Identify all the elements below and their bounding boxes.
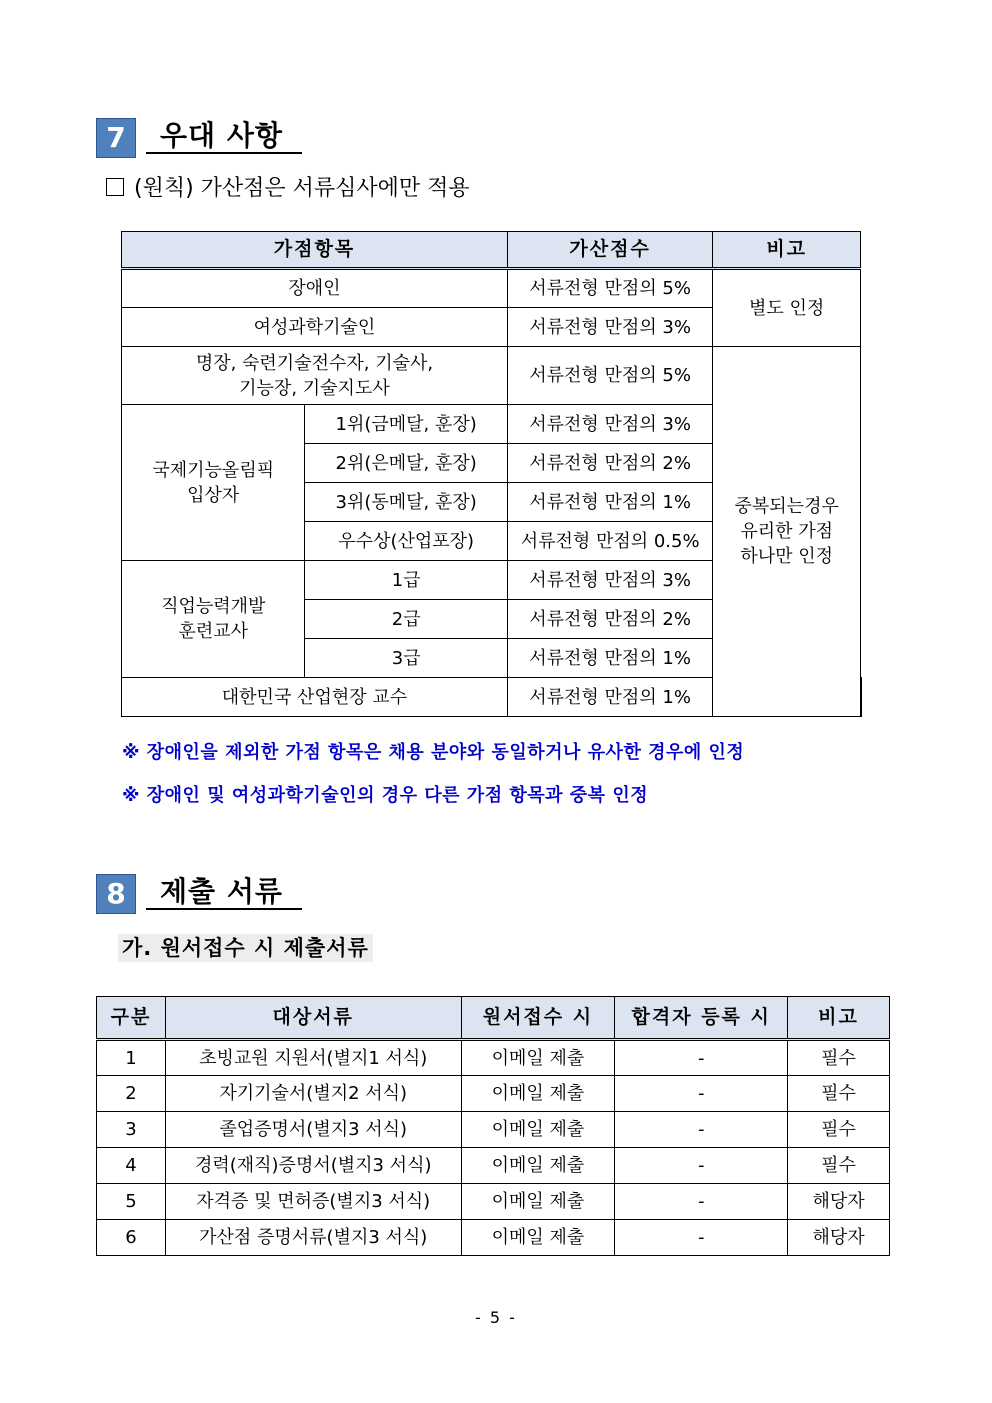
apply-cell: 이메일 제출: [461, 1220, 615, 1256]
group-line: 직업능력개발: [161, 596, 266, 617]
table-row: [97, 1220, 890, 1256]
group-cell: [122, 405, 305, 561]
item-cell: 장애인: [122, 269, 508, 308]
group-line: 훈련교사: [178, 621, 249, 642]
table-row: [97, 1112, 890, 1148]
note-cell: 필수: [788, 1076, 890, 1112]
group-line: 입상자: [187, 484, 240, 506]
score-cell: 서류전형 만점의 1%: [507, 639, 712, 678]
item-cell: 여성과학기술인: [122, 308, 508, 347]
item-cell: 대한민국 산업현장 교수: [122, 678, 508, 717]
register-cell: -: [615, 1040, 788, 1076]
score-cell: 서류전형 만점의 5%: [507, 269, 712, 308]
no-cell: 6: [97, 1220, 166, 1256]
score-cell: 서류전형 만점의 5%: [507, 347, 712, 405]
note-cell: 필수: [788, 1040, 890, 1076]
apply-cell: 이메일 제출: [461, 1184, 615, 1220]
score-cell: 서류전형 만점의 1%: [507, 678, 712, 717]
note-cell: 필수: [788, 1112, 890, 1148]
header-no: 구분: [97, 997, 166, 1040]
register-cell: -: [615, 1184, 788, 1220]
sub-item-cell: 2급: [305, 600, 507, 639]
item-cell: [122, 347, 508, 405]
apply-cell: 이메일 제출: [461, 1040, 615, 1076]
preference-table: [121, 231, 862, 717]
score-cell: 서류전형 만점의 3%: [507, 561, 712, 600]
principle-line: [106, 174, 470, 204]
header-note: 비고: [713, 232, 861, 269]
no-cell: 2: [97, 1076, 166, 1112]
sub-item-cell: 3급: [305, 639, 507, 678]
register-cell: -: [615, 1112, 788, 1148]
no-cell: 1: [97, 1040, 166, 1076]
section-number: 8: [96, 874, 136, 914]
note-line: 하나만 인정: [740, 546, 834, 567]
header-register: 합격자 등록 시: [615, 997, 788, 1040]
doc-cell: 가산점 증명서류(별지3 서식): [165, 1220, 461, 1256]
sub-item-cell: 1급: [305, 561, 507, 600]
doc-cell: 자격증 및 면허증(별지3 서식): [165, 1184, 461, 1220]
register-cell: -: [615, 1220, 788, 1256]
score-cell: 서류전형 만점의 2%: [507, 600, 712, 639]
note-cell: 별도 인정: [713, 269, 861, 347]
table-row: [97, 1040, 890, 1076]
note-line: 중복되는경우: [734, 496, 839, 517]
note-cell: [861, 678, 862, 717]
section-title: 제출 서류: [146, 874, 302, 910]
section-title: 우대 사항: [146, 118, 302, 154]
note-line-2: ※ 장애인 및 여성과학기술인의 경우 다른 가점 항목과 중복 인정: [122, 785, 649, 806]
header-apply: 원서접수 시: [461, 997, 615, 1040]
table-row: [97, 1076, 890, 1112]
item-line: 기능장, 기술지도사: [239, 377, 390, 399]
apply-cell: 이메일 제출: [461, 1148, 615, 1184]
score-cell: 서류전형 만점의 0.5%: [507, 522, 712, 561]
header-score: 가산점수: [507, 232, 712, 269]
sub-item-cell: 3위(동메달, 훈장): [305, 483, 507, 522]
note-cell: [713, 347, 861, 717]
sub-item-cell: 우수상(산업포장): [305, 522, 507, 561]
principle-text: (원칙) 가산점은 서류심사에만 적용: [134, 176, 470, 201]
no-cell: 5: [97, 1184, 166, 1220]
register-cell: -: [615, 1076, 788, 1112]
score-cell: 서류전형 만점의 3%: [507, 405, 712, 444]
section-7-heading: [96, 118, 356, 180]
item-line: 명장, 숙련기술전수자, 기술사,: [195, 352, 434, 374]
note-cell: 필수: [788, 1148, 890, 1184]
documents-table: [96, 996, 890, 1256]
header-doc: 대상서류: [165, 997, 461, 1040]
doc-cell: 자기기술서(별지2 서식): [165, 1076, 461, 1112]
score-cell: 서류전형 만점의 1%: [507, 483, 712, 522]
score-cell: 서류전형 만점의 2%: [507, 444, 712, 483]
doc-cell: 졸업증명서(별지3 서식): [165, 1112, 461, 1148]
no-cell: 4: [97, 1148, 166, 1184]
table-row: [122, 347, 862, 405]
note-line: 유리한 가점: [740, 521, 834, 542]
header-item: 가점항목: [122, 232, 508, 269]
group-line: 국제기능올림픽: [152, 459, 275, 481]
table-row: [97, 1148, 890, 1184]
note-cell: 해당자: [788, 1220, 890, 1256]
checkbox-square-icon: [106, 178, 124, 196]
section-8-heading: [96, 874, 356, 936]
no-cell: 3: [97, 1112, 166, 1148]
header-note: 비고: [788, 997, 890, 1040]
sub-item-cell: 1위(금메달, 훈장): [305, 405, 507, 444]
apply-cell: 이메일 제출: [461, 1112, 615, 1148]
table-row: [97, 1184, 890, 1220]
subheading: 가. 원서접수 시 제출서류: [118, 934, 373, 962]
sub-item-cell: 2위(은메달, 훈장): [305, 444, 507, 483]
score-cell: 서류전형 만점의 3%: [507, 308, 712, 347]
doc-cell: 초빙교원 지원서(별지1 서식): [165, 1040, 461, 1076]
page-number: - 5 -: [475, 1308, 517, 1327]
apply-cell: 이메일 제출: [461, 1076, 615, 1112]
note-line-1: ※ 장애인을 제외한 가점 항목은 채용 분야와 동일하거나 유사한 경우에 인정: [122, 742, 745, 763]
group-cell: [122, 561, 305, 678]
section-number: 7: [96, 118, 136, 158]
table-row: [122, 269, 862, 308]
note-cell: 해당자: [788, 1184, 890, 1220]
register-cell: -: [615, 1148, 788, 1184]
doc-cell: 경력(재직)증명서(별지3 서식): [165, 1148, 461, 1184]
